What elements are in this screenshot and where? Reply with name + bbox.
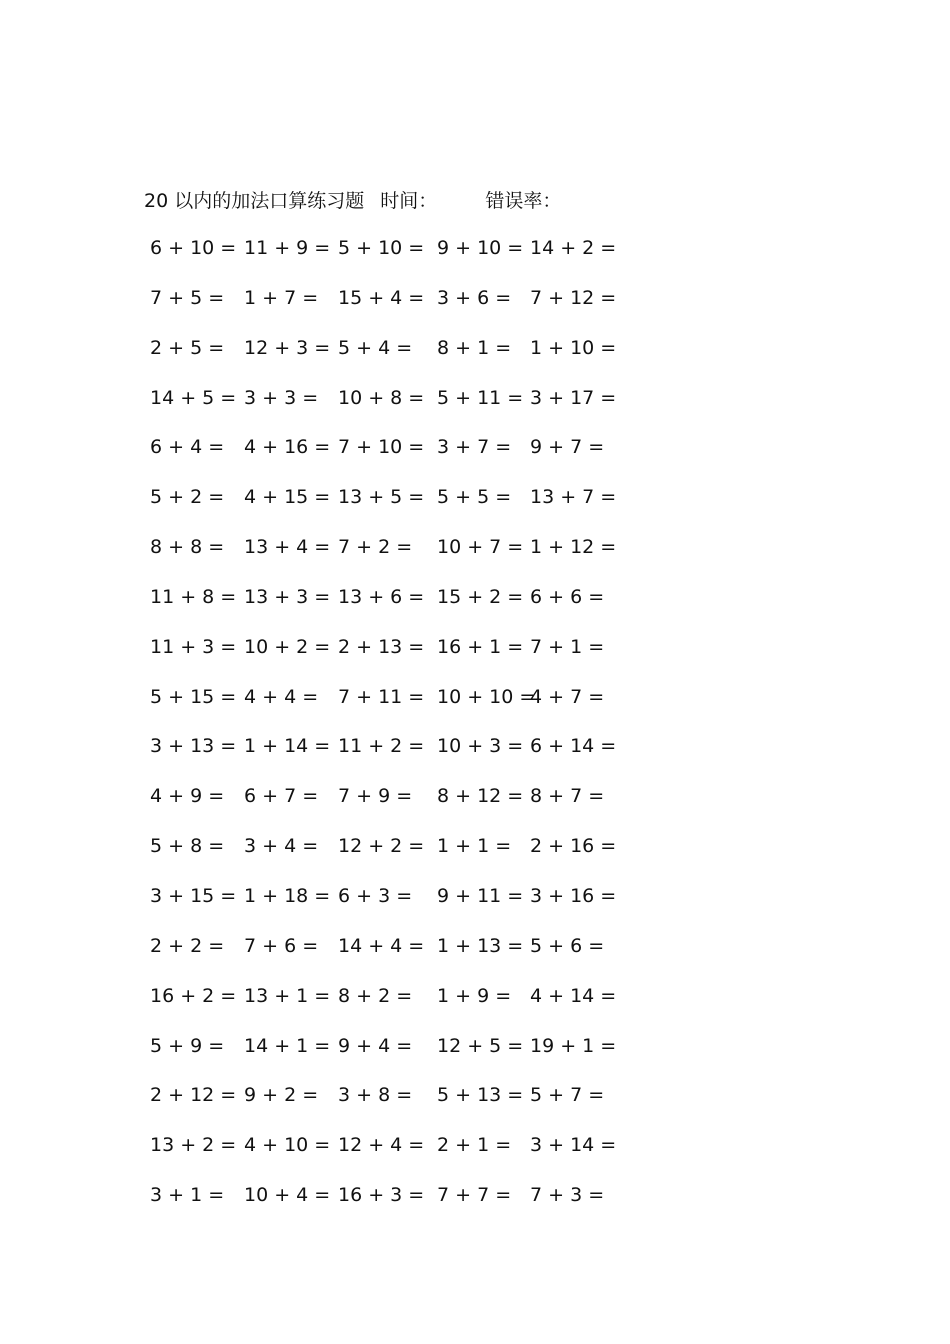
problem-item: 2 + 2 = [150, 934, 225, 957]
problem-item: 4 + 7 = [530, 685, 605, 708]
problem-item: 16 + 3 = [338, 1184, 425, 1207]
problem-row [0, 632, 950, 682]
time-label: 时间： [380, 190, 438, 212]
problem-item: 9 + 4 = [338, 1034, 413, 1057]
problem-row [0, 881, 950, 931]
problem-item: 3 + 13 = [150, 735, 237, 758]
problem-item: 14 + 5 = [150, 386, 237, 409]
problem-item: 16 + 2 = [150, 984, 237, 1007]
problem-item: 5 + 4 = [338, 336, 413, 359]
problem-item: 7 + 5 = [150, 286, 225, 309]
problem-item: 3 + 6 = [437, 286, 512, 309]
problem-item: 2 + 13 = [338, 635, 425, 658]
problem-row [0, 931, 950, 981]
problem-item: 3 + 7 = [437, 436, 512, 459]
problem-item: 12 + 2 = [338, 835, 425, 858]
problem-item: 9 + 11 = [437, 884, 524, 907]
problem-row [0, 731, 950, 781]
problem-item: 2 + 1 = [437, 1134, 512, 1157]
problem-item: 3 + 17 = [530, 386, 617, 409]
problem-item: 3 + 14 = [530, 1134, 617, 1157]
problem-row [0, 1180, 950, 1230]
problem-item: 4 + 15 = [244, 486, 331, 509]
problem-item: 3 + 1 = [150, 1184, 225, 1207]
problem-item: 12 + 3 = [244, 336, 331, 359]
problem-item: 5 + 2 = [150, 486, 225, 509]
problem-item: 14 + 1 = [244, 1034, 331, 1057]
problem-item: 8 + 8 = [150, 536, 225, 559]
problem-row [0, 781, 950, 831]
problem-item: 7 + 7 = [437, 1184, 512, 1207]
problem-item: 1 + 13 = [437, 934, 524, 957]
problem-item: 7 + 3 = [530, 1184, 605, 1207]
problem-item: 5 + 10 = [338, 237, 425, 259]
problem-item: 7 + 1 = [530, 635, 605, 658]
problem-item: 13 + 7 = [530, 486, 617, 509]
problem-item: 3 + 3 = [244, 386, 319, 409]
problem-row [0, 831, 950, 881]
problem-item: 13 + 5 = [338, 486, 425, 509]
problem-item: 3 + 8 = [338, 1084, 413, 1107]
problem-item: 2 + 16 = [530, 835, 617, 858]
problem-item: 5 + 15 = [150, 685, 237, 708]
problem-item: 9 + 10 = [437, 237, 524, 259]
problem-row [0, 233, 950, 283]
problem-item: 4 + 4 = [244, 685, 319, 708]
problem-item: 11 + 3 = [150, 635, 237, 658]
problem-item: 11 + 9 = [244, 237, 331, 259]
problem-item: 13 + 3 = [244, 585, 331, 608]
problem-item: 9 + 7 = [530, 436, 605, 459]
problem-item: 4 + 14 = [530, 984, 617, 1007]
problem-item: 7 + 12 = [530, 286, 617, 309]
problem-item: 14 + 2 = [530, 237, 617, 259]
problem-item: 7 + 11 = [338, 685, 425, 708]
problem-item: 1 + 12 = [530, 536, 617, 559]
problem-item: 14 + 4 = [338, 934, 425, 957]
problem-item: 2 + 12 = [150, 1084, 237, 1107]
problem-item: 6 + 14 = [530, 735, 617, 758]
problem-row [0, 532, 950, 582]
problem-item: 7 + 2 = [338, 536, 413, 559]
error-rate-label: 错误率： [485, 190, 562, 212]
problem-row [0, 981, 950, 1031]
problem-item: 6 + 3 = [338, 884, 413, 907]
problem-item: 1 + 1 = [437, 835, 512, 858]
problem-item: 11 + 8 = [150, 585, 237, 608]
problem-row [0, 582, 950, 632]
problem-item: 8 + 2 = [338, 984, 413, 1007]
problem-item: 7 + 9 = [338, 785, 413, 808]
problem-item: 5 + 13 = [437, 1084, 524, 1107]
problem-item: 3 + 16 = [530, 884, 617, 907]
problem-item: 7 + 10 = [338, 436, 425, 459]
problem-item: 19 + 1 = [530, 1034, 617, 1057]
problem-item: 6 + 7 = [244, 785, 319, 808]
problem-row [0, 1031, 950, 1081]
problem-item: 13 + 4 = [244, 536, 331, 559]
problem-item: 13 + 6 = [338, 585, 425, 608]
problem-item: 16 + 1 = [437, 635, 524, 658]
problem-item: 11 + 2 = [338, 735, 425, 758]
problem-item: 9 + 2 = [244, 1084, 319, 1107]
problem-item: 5 + 8 = [150, 835, 225, 858]
problem-item: 4 + 16 = [244, 436, 331, 459]
problem-item: 10 + 4 = [244, 1184, 331, 1207]
problem-item: 4 + 9 = [150, 785, 225, 808]
problem-item: 8 + 1 = [437, 336, 512, 359]
problem-item: 3 + 15 = [150, 884, 237, 907]
problem-item: 13 + 1 = [244, 984, 331, 1007]
worksheet-header [144, 186, 561, 216]
problem-row [0, 383, 950, 433]
problem-item: 4 + 10 = [244, 1134, 331, 1157]
problem-item: 5 + 6 = [530, 934, 605, 957]
problem-item: 3 + 4 = [244, 835, 319, 858]
problem-item: 8 + 7 = [530, 785, 605, 808]
problem-item: 15 + 4 = [338, 286, 425, 309]
problem-item: 1 + 9 = [437, 984, 512, 1007]
problem-item: 1 + 10 = [530, 336, 617, 359]
problem-row [0, 1130, 950, 1180]
problem-item: 13 + 2 = [150, 1134, 237, 1157]
problem-row [0, 283, 950, 333]
problem-item: 8 + 12 = [437, 785, 524, 808]
problem-item: 10 + 8 = [338, 386, 425, 409]
problem-item: 10 + 2 = [244, 635, 331, 658]
worksheet-title: 20 以内的加法口算练习题 [144, 190, 365, 212]
problem-item: 10 + 3 = [437, 735, 524, 758]
problem-item: 12 + 4 = [338, 1134, 425, 1157]
problem-row [0, 333, 950, 383]
problem-item: 5 + 11 = [437, 386, 524, 409]
problem-grid [0, 233, 950, 1230]
problem-item: 1 + 18 = [244, 884, 331, 907]
problem-item: 2 + 5 = [150, 336, 225, 359]
problem-item: 7 + 6 = [244, 934, 319, 957]
problem-item: 5 + 5 = [437, 486, 512, 509]
problem-item: 6 + 6 = [530, 585, 605, 608]
problem-item: 5 + 9 = [150, 1034, 225, 1057]
problem-item: 12 + 5 = [437, 1034, 524, 1057]
problem-item: 10 + 7 = [437, 536, 524, 559]
problem-item: 15 + 2 = [437, 585, 524, 608]
problem-item: 1 + 14 = [244, 735, 331, 758]
problem-row [0, 432, 950, 482]
problem-row [0, 1080, 950, 1130]
problem-item: 6 + 4 = [150, 436, 225, 459]
problem-item: 1 + 7 = [244, 286, 319, 309]
problem-row [0, 482, 950, 532]
problem-item: 6 + 10 = [150, 237, 237, 259]
problem-item: 5 + 7 = [530, 1084, 605, 1107]
problem-item: 10 + 10 = [437, 685, 536, 708]
problem-row [0, 682, 950, 732]
